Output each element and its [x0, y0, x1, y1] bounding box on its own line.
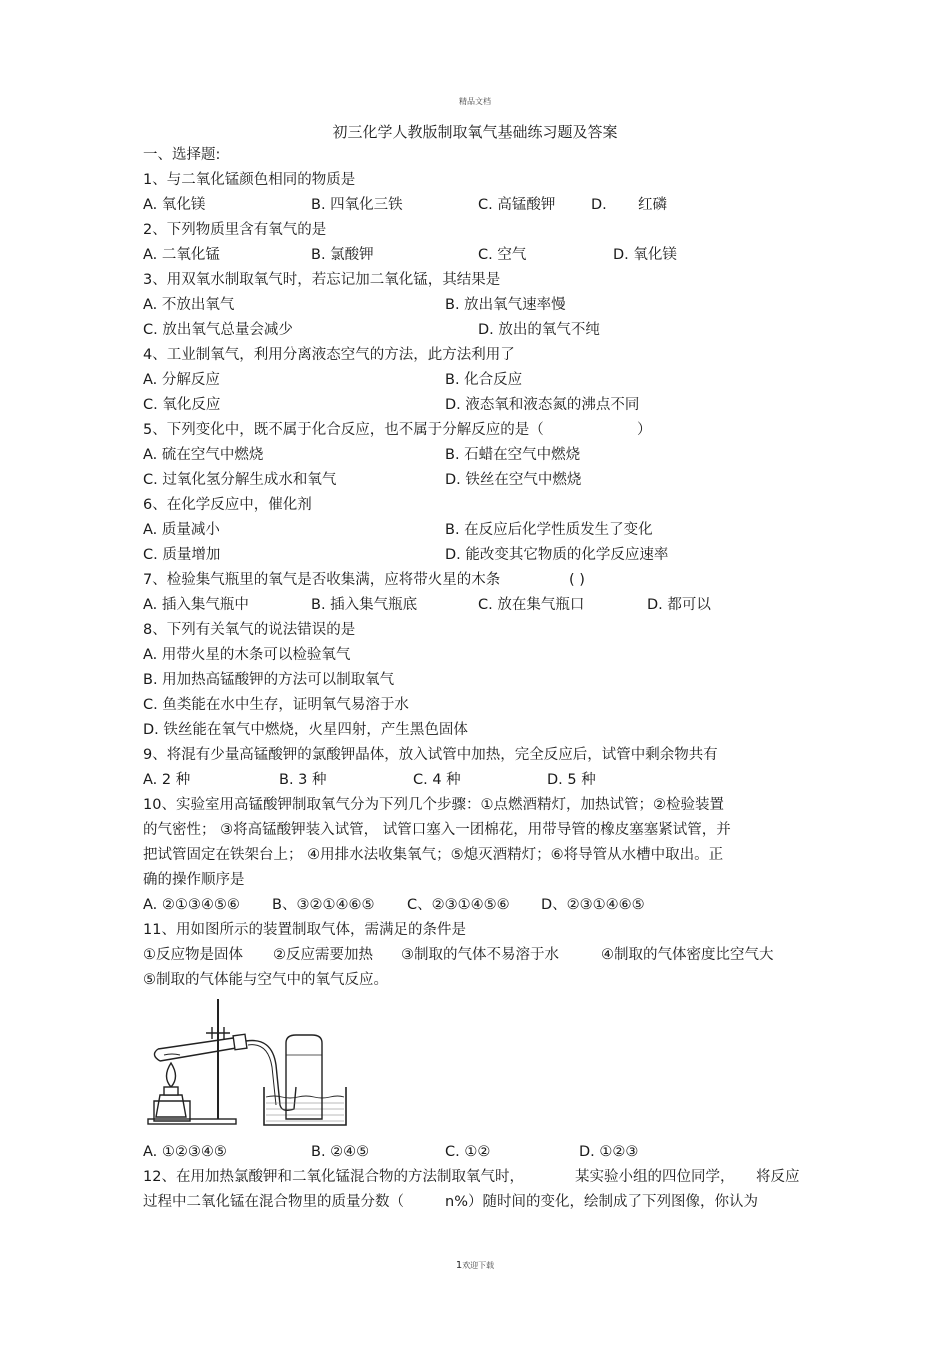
- q9-option-c: C. 4 种: [413, 772, 461, 788]
- q11-option-d: D. ①②③: [579, 1144, 639, 1160]
- q4-option-a: A. 分解反应: [143, 372, 220, 388]
- q10-line-3: 把试管固定在铁架台上； ④用排水法收集氧气；⑤熄灭酒精灯；⑥将导管从水槽中取出。正: [143, 847, 724, 863]
- q4-option-c: C. 氧化反应: [143, 397, 221, 413]
- test-tube: [158, 1037, 242, 1061]
- q1-option-a: A. 氧化镁: [143, 197, 206, 213]
- q8-option-c: C. 鱼类能在水中生存，证明氧气易溶于水: [143, 697, 409, 713]
- q4-option-b: B. 化合反应: [445, 372, 523, 388]
- q12-line-2b: n%）随时间的变化，绘制成了下列图像，你认为: [445, 1194, 758, 1210]
- q11-stem: 11、用如图所示的装置制取气体，需满足的条件是: [143, 922, 466, 938]
- q10-line-1: 10、实验室用高锰酸钾制取氧气分为下列几个步骤：①点燃酒精灯，加热试管；②检验装置: [143, 797, 724, 813]
- q12-line-1c: 将反应: [756, 1169, 800, 1185]
- q10-line-4: 确的操作顺序是: [143, 872, 245, 888]
- q10-option-c: C、②③①④⑤⑥: [407, 897, 510, 913]
- q11-condition-4: ④制取的气体密度比空气大: [601, 947, 774, 963]
- lamp-neck: [164, 1087, 178, 1095]
- page-number: 1: [455, 1260, 463, 1271]
- q12-line-1b: 某实验小组的四位同学，: [575, 1169, 735, 1185]
- page-footer: [0, 1260, 950, 1271]
- q5-option-d: D. 铁丝在空气中燃烧: [445, 472, 582, 488]
- lamp-flame: [167, 1063, 176, 1087]
- q8-option-b: B. 用加热高锰酸钾的方法可以制取氧气: [143, 672, 395, 688]
- q2-stem: 2、下列物质里含有氧气的是: [143, 222, 327, 238]
- rubber-stopper: [233, 1034, 247, 1050]
- q6-option-d: D. 能改变其它物质的化学反应速率: [445, 547, 669, 563]
- oxygen-apparatus-figure: [146, 995, 356, 1131]
- q7-option-c: C. 放在集气瓶口: [478, 597, 585, 613]
- q5-paren-close: ）: [637, 422, 652, 438]
- q3-stem: 3、用双氧水制取氧气时，若忘记加二氧化锰，其结果是: [143, 272, 501, 288]
- q7-option-b: B. 插入集气瓶底: [311, 597, 418, 613]
- q12-line-2a: 过程中二氧化锰在混合物里的质量分数（: [143, 1194, 404, 1210]
- q2-option-b: B. 氯酸钾: [311, 247, 374, 263]
- q12-line-1a: 12、在用加热氯酸钾和二氧化锰混合物的方法制取氧气时，: [143, 1169, 524, 1185]
- q5-stem: 5、下列变化中，既不属于化合反应，也不属于分解反应的是（: [143, 422, 544, 438]
- section-heading: 一、选择题:: [143, 147, 221, 163]
- q10-option-b: B、③②①④⑥⑤: [272, 897, 375, 913]
- page-header: 精品文档: [459, 97, 491, 106]
- q11-condition-1: ①反应物是固体: [143, 947, 243, 963]
- q6-stem: 6、在化学反应中，催化剂: [143, 497, 312, 513]
- q2-option-a: A. 二氧化锰: [143, 247, 220, 263]
- q5-option-c: C. 过氧化氢分解生成水和氧气: [143, 472, 337, 488]
- q11-option-c: C. ①②: [445, 1144, 491, 1160]
- test-tube-bottom: [154, 1049, 160, 1061]
- q1-option-d-text: 红磷: [638, 197, 667, 213]
- q7-answer-paren: ( ): [569, 572, 585, 588]
- q1-option-d: D.: [591, 197, 607, 213]
- q3-option-c: C. 放出氧气总量会减少: [143, 322, 293, 338]
- q5-option-a: A. 硫在空气中燃烧: [143, 447, 264, 463]
- q9-option-b: B. 3 种: [279, 772, 327, 788]
- q7-option-a: A. 插入集气瓶中: [143, 597, 249, 613]
- q11-condition-2: ②反应需要加热: [273, 947, 373, 963]
- q6-option-b: B. 在反应后化学性质发生了变化: [445, 522, 653, 538]
- q11-condition-3: ③制取的气体不易溶于水: [401, 947, 559, 963]
- q9-stem: 9、将混有少量高锰酸钾的氯酸钾晶体，放入试管中加热，完全反应后，试管中剩余物共有: [143, 747, 718, 763]
- q6-option-a: A. 质量减小: [143, 522, 220, 538]
- gas-collecting-bottle: [286, 1035, 322, 1119]
- q1-option-c: C. 高锰酸钾: [478, 197, 556, 213]
- spirit-lamp: [156, 1095, 186, 1117]
- page-title: 初三化学人教版制取氧气基础练习题及答案: [332, 123, 618, 141]
- q1-stem: 1、与二氧化锰颜色相同的物质是: [143, 172, 356, 188]
- q3-option-a: A. 不放出氧气: [143, 297, 235, 313]
- q11-option-a: A. ①②③④⑤: [143, 1144, 227, 1160]
- q1-option-b: B. 四氧化三铁: [311, 197, 403, 213]
- q3-option-d: D. 放出的氧气不纯: [478, 322, 600, 338]
- q6-option-c: C. 质量增加: [143, 547, 221, 563]
- q10-option-d: D、②③①④⑥⑤: [541, 897, 645, 913]
- q2-option-d: D. 氧化镁: [613, 247, 677, 263]
- q2-option-c: C. 空气: [478, 247, 527, 263]
- q5-option-b: B. 石蜡在空气中燃烧: [445, 447, 581, 463]
- q10-option-a: A. ②①③④⑤⑥: [143, 897, 240, 913]
- delivery-tube: [246, 1041, 296, 1111]
- q9-option-a: A. 2 种: [143, 772, 191, 788]
- q8-option-d: D. 铁丝能在氧气中燃烧，火星四射，产生黑色固体: [143, 722, 468, 738]
- q10-line-2: 的气密性； ③将高锰酸钾装入试管， 试管口塞入一团棉花，用带导管的橡皮塞塞紧试管，并: [143, 822, 731, 838]
- footer-text: 欢迎下载: [462, 1261, 495, 1270]
- q3-option-b: B. 放出氧气速率慢: [445, 297, 566, 313]
- q9-option-d: D. 5 种: [547, 772, 596, 788]
- q11-condition-5: ⑤制取的气体能与空气中的氧气反应。: [143, 972, 388, 988]
- q11-option-b: B. ②④⑤: [311, 1144, 370, 1160]
- q8-stem: 8、下列有关氧气的说法错误的是: [143, 622, 356, 638]
- q8-option-a: A. 用带火星的木条可以检验氧气: [143, 647, 351, 663]
- q7-option-d: D. 都可以: [647, 597, 711, 613]
- q4-option-d: D. 液态氧和液态氮的沸点不同: [445, 397, 640, 413]
- q4-stem: 4、工业制氧气，利用分离液态空气的方法，此方法利用了: [143, 347, 515, 363]
- q7-stem: 7、检验集气瓶里的氧气是否收集满，应将带火星的木条: [143, 572, 501, 588]
